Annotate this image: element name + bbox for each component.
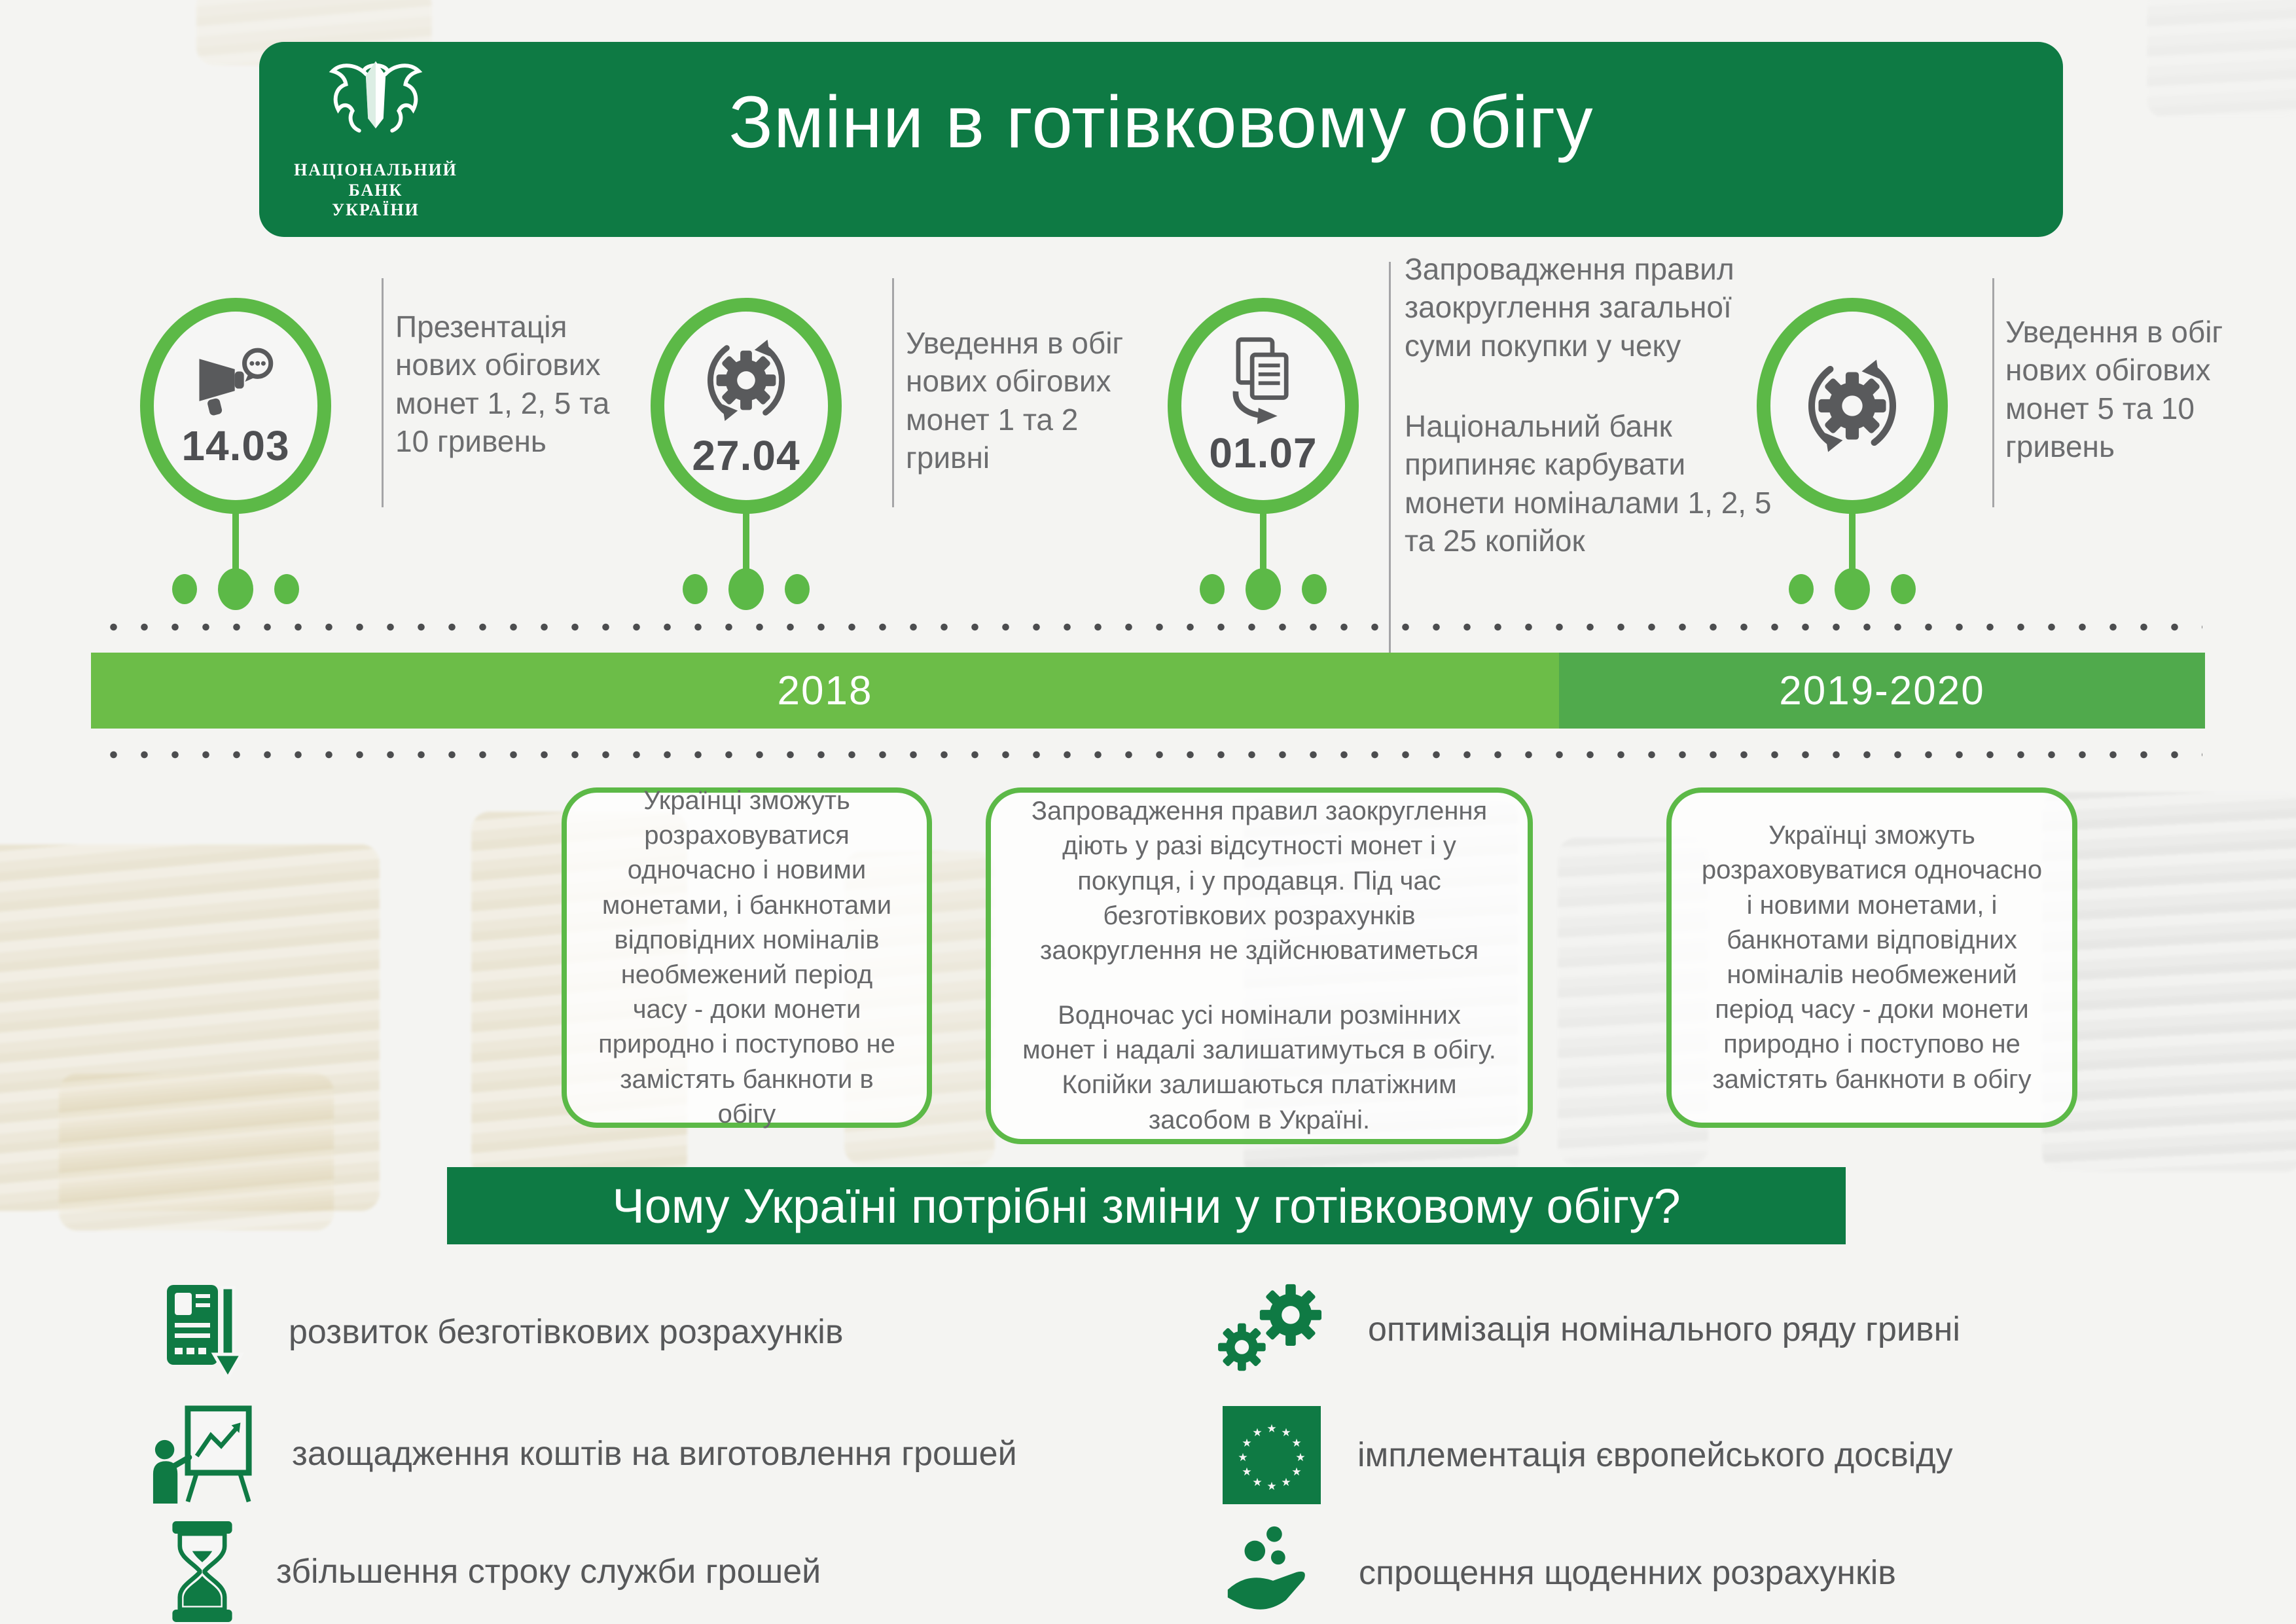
year-label: 2018 <box>777 668 873 713</box>
reason-label: розвиток безготівкових розрахунків <box>289 1312 844 1351</box>
info-box-text: Водночас усі номінали розмінних монет і надалі залишатимуться в обігу. Копійки залишаються платіжним засобом в Україні. <box>1022 1001 1496 1134</box>
reason-label: збільшення строку служби грошей <box>276 1552 821 1591</box>
hand-coins-icon <box>1219 1521 1322 1624</box>
reason-label: імплементація європейського досвіду <box>1357 1435 1953 1474</box>
timeline-event-text: Уведення в обіг нових обігових монет 1 та 2 гривні <box>906 326 1124 475</box>
timeline-dot <box>1200 574 1225 604</box>
divider-line <box>1389 262 1391 681</box>
logo-text-line: БАНК <box>348 180 403 200</box>
timeline-event-text: Уведення в обіг нових обігових монет 5 та 10 гривень <box>2005 315 2223 464</box>
coin-stack-photo <box>59 1074 334 1231</box>
question-banner <box>447 1167 1846 1244</box>
timeline-stem <box>232 511 239 576</box>
timeline-date: 27.04 <box>692 432 800 479</box>
coin-stack-photo <box>2042 792 2296 1172</box>
reason-item <box>1223 1401 1953 1509</box>
year-label: 2019-2020 <box>1779 668 1985 713</box>
info-box-1 <box>562 787 932 1128</box>
reason-item <box>1212 1275 1960 1383</box>
info-box-text: Українці зможуть розраховуватися одночасно і новими монетами, і банкнотами відповідних номіналів необмежений період часу - доки монети природно і поступово не замістять банкноти в обігу <box>1701 821 2043 1094</box>
timeline-dot <box>1789 574 1814 604</box>
hourglass-icon <box>165 1519 240 1624</box>
dotted-line <box>98 623 2202 632</box>
timeline-dot <box>274 574 299 604</box>
info-box-text: Українці зможуть розраховуватися одночасно і новими монетами, і банкнотами відповідних номіналів необмежений період часу - доки монети природно і поступово не замістять банкноти в обігу <box>598 786 895 1128</box>
question-banner-text: Чому Україні потрібні зміни у готівковому обігу? <box>612 1178 1681 1233</box>
timeline-dot <box>1302 574 1327 604</box>
reason-label: спрощення щоденних розрахунків <box>1359 1553 1896 1592</box>
timeline-dot <box>785 574 810 604</box>
timeline-dot <box>1835 568 1870 610</box>
divider-line <box>1992 278 1994 507</box>
timeline-event-text: Запровадження правил заокруглення загальної суми покупки у чеку <box>1405 252 1734 363</box>
gear-sync-icon <box>698 332 795 429</box>
page-title: Зміни в готівковому обігу <box>728 81 1594 163</box>
timeline-stem <box>1849 511 1856 576</box>
logo-text-line: УКРАЇНИ <box>332 200 420 220</box>
gears-icon <box>1212 1278 1331 1380</box>
divider-line <box>382 278 384 507</box>
timeline-date: 14.03 <box>181 422 290 469</box>
divider-line <box>892 278 894 507</box>
gear-sync-icon <box>1797 351 1907 461</box>
reason-item <box>165 1517 821 1624</box>
info-box-text: Запровадження правил заокруглення діють у разі відсутності монет і у покупця, і у продавця. Під час безготівкових розрахунків заокруглення не здійснюватиметься <box>1031 797 1488 965</box>
info-box-3 <box>1666 787 2077 1128</box>
timeline-node-3 <box>1168 298 1359 514</box>
timeline-stem <box>1260 511 1266 576</box>
info-box-2 <box>986 787 1533 1144</box>
timeline-dot <box>683 574 708 604</box>
reason-item <box>149 1399 1017 1507</box>
header-banner <box>259 42 2063 237</box>
cashless-card-icon <box>154 1280 252 1384</box>
eu-flag-icon <box>1223 1406 1321 1504</box>
reason-label: оптимізація номінального ряду гривні <box>1368 1310 1960 1348</box>
dotted-line <box>98 750 2202 759</box>
year-segment-2019-2020 <box>1559 653 2205 729</box>
presentation-icon <box>149 1402 255 1505</box>
timeline-date: 01.07 <box>1209 429 1318 477</box>
timeline-dot <box>172 574 197 604</box>
timeline-stem <box>743 511 749 576</box>
timeline-node-2 <box>651 298 842 514</box>
reason-item <box>154 1278 844 1386</box>
documents-exchange-icon <box>1219 334 1308 426</box>
coin-stack-photo <box>2147 0 2296 118</box>
timeline-dot <box>728 568 764 610</box>
timeline-node-4 <box>1757 298 1948 514</box>
timeline-event-text: Національний банк припиняє карбувати монети номіналами 1, 2, 5 та 25 копійок <box>1405 409 1772 558</box>
reason-label: заощадження коштів на виготовлення грошей <box>292 1434 1017 1473</box>
megaphone-speech-icon <box>187 342 285 419</box>
reason-item <box>1219 1519 1896 1624</box>
timeline-dot <box>1246 568 1281 610</box>
year-segment-2018 <box>91 653 1559 729</box>
timeline-node-1 <box>140 298 331 514</box>
timeline-event-text: Презентація нових обігових монет 1, 2, 5 та 10 гривень <box>395 310 610 459</box>
timeline-dot <box>218 568 253 610</box>
logo-text-line: НАЦІОНАЛЬНИЙ <box>294 160 457 179</box>
timeline-dot <box>1891 574 1916 604</box>
